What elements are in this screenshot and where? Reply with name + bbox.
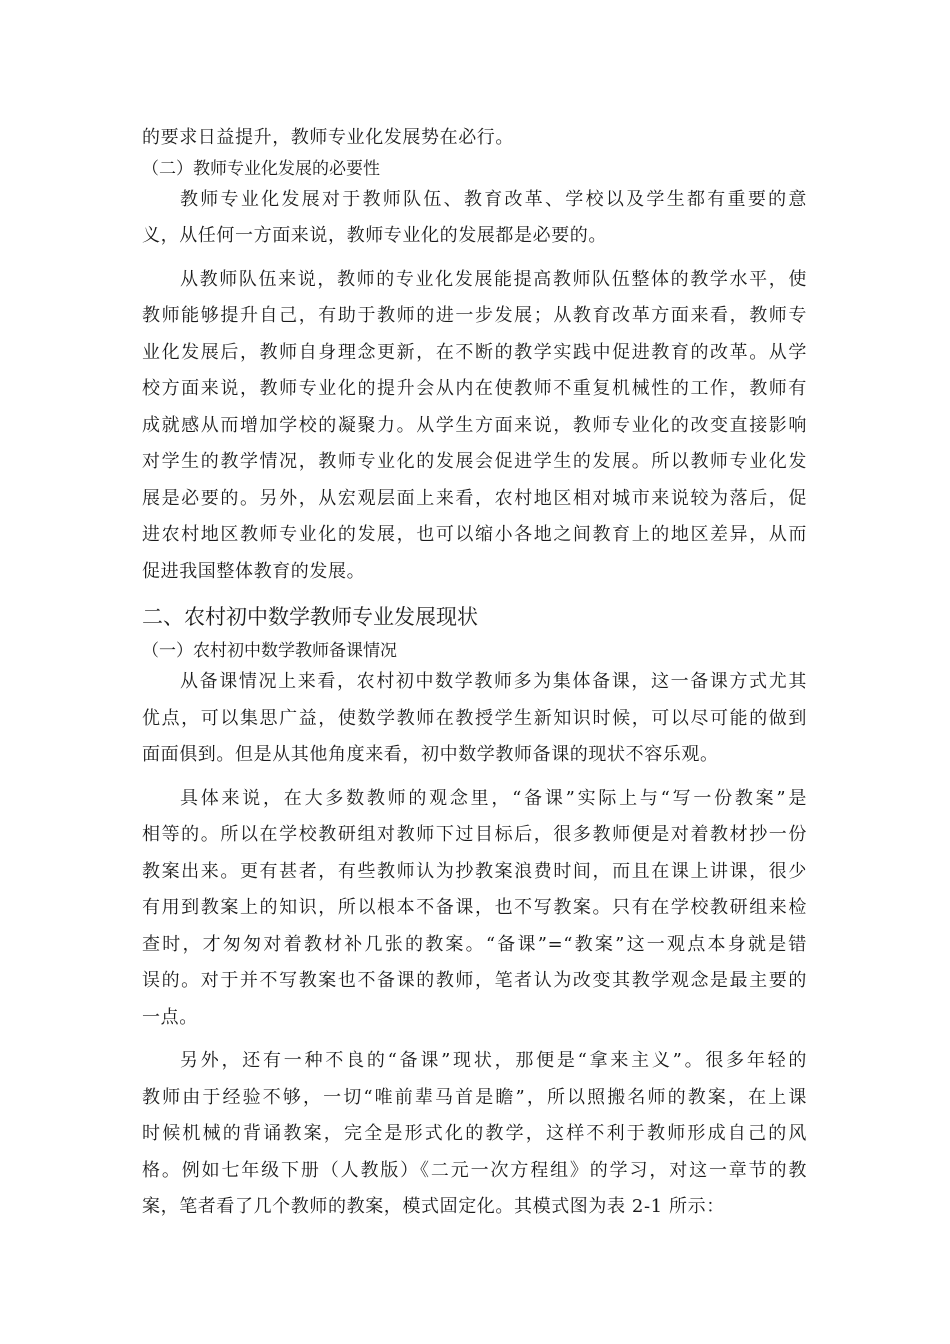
paragraph-line: 教师由于经验不够，一切“唯前辈马首是瞻”，所以照搬名师的教案，在上课	[142, 1086, 807, 1108]
paragraph-line: 教师能够提升自己，有助于教师的进一步发展；从教育改革方面来看，教师专	[142, 305, 807, 326]
paragraph-line: 对学生的教学情况，教师专业化的发展会促进学生的发展。所以教师专业化发	[142, 451, 807, 472]
paragraph-line: 业化发展后，教师自身理念更新，在不断的教学实践中促进教育的改革。从学	[142, 341, 807, 363]
document-page	[142, 120, 807, 1226]
paragraph-line: 从备课情况上来看，农村初中数学教师多为集体备课，这一备课方式尤其	[180, 671, 807, 692]
paragraph-line: 另外，还有一种不良的“备课”现状，那便是“拿来主义”。很多年轻的	[180, 1050, 807, 1071]
paragraph-line: 教案出来。更有甚者，有些教师认为抄教案浪费时间，而且在课上讲课，很少	[142, 860, 807, 882]
paragraph-line: 面面俱到。但是从其他角度来看，初中数学教师备课的现状不容乐观。	[142, 744, 719, 765]
paragraph-line: 从教师队伍来说，教师的专业化发展能提高教师队伍整体的教学水平，使	[180, 268, 807, 290]
section-subheading: （二）教师专业化发展的必要性	[142, 158, 380, 179]
paragraph-line: 的要求日益提升，教师专业化发展势在必行。	[142, 127, 514, 148]
paragraph-line: 一点。	[142, 1006, 198, 1028]
paragraph-line: 进农村地区教师专业化的发展，也可以缩小各地之间教育上的地区差异，从而	[142, 524, 807, 545]
paragraph-line: 促进我国整体教育的发展。	[142, 560, 366, 582]
paragraph-line: 成就感从而增加学校的凝聚力。从学生方面来说，教师专业化的改变直接影响	[142, 414, 807, 436]
paragraph-prep	[142, 664, 807, 774]
paragraph-line: 展是必要的。另外，从宏观层面上来看，农村地区相对城市来说较为落后，促	[142, 487, 807, 509]
paragraph-line: 优点，可以集思广益，使数学教师在教授学生新知识时候，可以尽可能的做到	[142, 707, 807, 729]
section-heading: 二、农村初中数学教师专业发展现状	[142, 605, 478, 629]
paragraph-line: 相等的。所以在学校教研组对教师下过目标后，很多教师便是对着教材抄一份	[142, 824, 807, 845]
paragraph-aspects	[142, 262, 807, 591]
paragraph-necessity	[142, 182, 807, 255]
paragraph-line: 格。例如七年级下册（人教版）《二元一次方程组》的学习，对这一章节的教	[142, 1159, 807, 1181]
paragraph-line: 误的。对于并不写教案也不备课的教师，笔者认为改变其教学观念是最主要的	[142, 970, 807, 991]
paragraph-line: 有用到教案上的知识，所以根本不备课，也不写教案。只有在学校教研组来检	[142, 897, 807, 918]
paragraph-line: 查时，才匆匆对着教材补几张的教案。“备课”=“教案”这一观点本身就是错	[142, 933, 807, 955]
paragraph-specific	[142, 781, 807, 1037]
paragraph-line: 具体来说，在大多数教师的观念里，“备课”实际上与“写一份教案”是	[180, 787, 807, 809]
paragraph-line: 时候机械的背诵教案，完全是形式化的教学，这样不利于教师形成自己的风	[142, 1123, 807, 1144]
section-subheading: （一）农村初中数学教师备课情况	[142, 641, 397, 661]
paragraph-line: 案，笔者看了几个教师的教案，模式固定化。其模式图为表 2-1 所示：	[142, 1196, 725, 1217]
paragraph-other	[142, 1043, 807, 1226]
paragraph-line: 教师专业化发展对于教师队伍、教育改革、学校以及学生都有重要的意	[180, 188, 807, 210]
paragraph-line: 校方面来说，教师专业化的提升会从内在使教师不重复机械性的工作，教师有	[142, 378, 807, 399]
paragraph-line: 义，从任何一方面来说，教师专业化的发展都是必要的。	[142, 225, 607, 246]
